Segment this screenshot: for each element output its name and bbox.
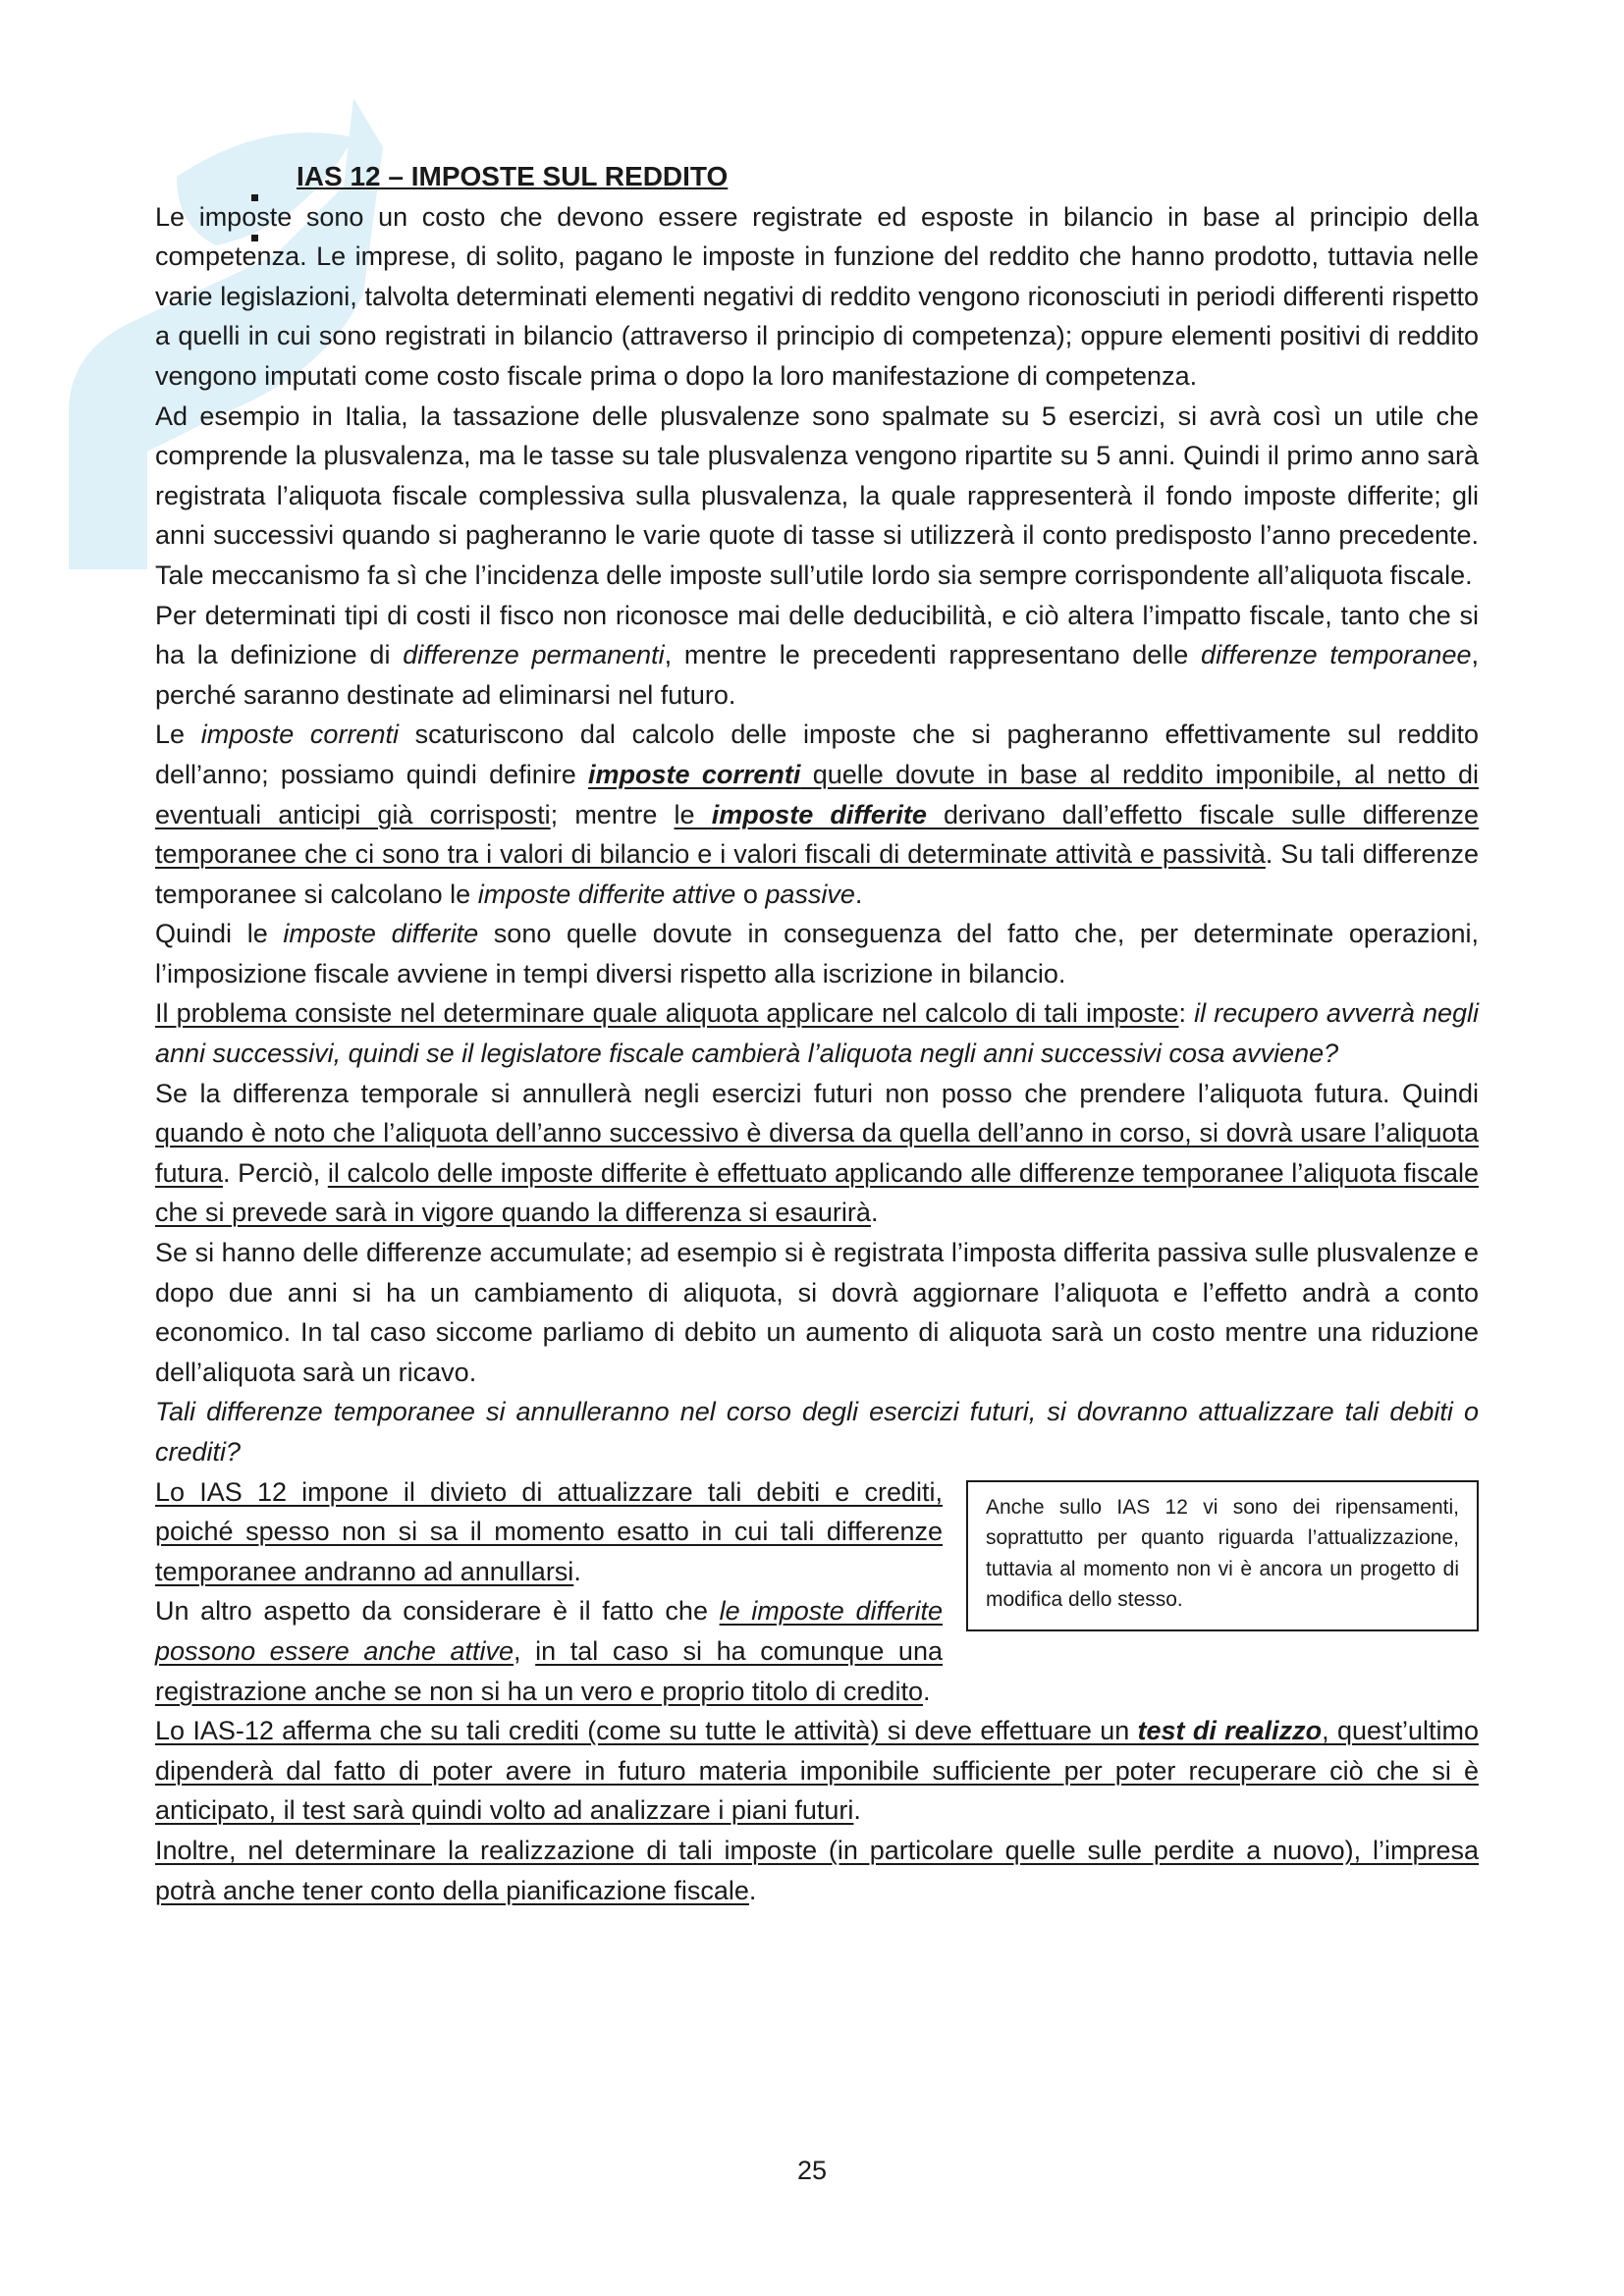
paragraph-current-taxes: Le imposte correnti scaturiscono dal calcolo delle imposte che si pagheranno effettivamente sul reddito dell’anno; possiamo quindi definire imposte correnti quelle dovute in base al reddito imponibile, al netto di eventuali anticipi già corrisposti; mentre le imposte differite derivano dall’effetto fiscale sulle differenze temporanee che ci sono tra i valori di bilancio e i valori fiscali di determinate attività e passività. Su tali differenze temporanee si calcolano le imposte differite attive o passive. — [155, 720, 1480, 909]
paragraph-example: Ad esempio in Italia, la tassazione delle plusvalenze sono spalmate su 5 esercizi, si avrà così un utile che comprende la plusvalenza, ma le tasse su tale plusvalenza vengono ripartite su 5 anni. Quindi il primo anno sarà registrata l’aliquota fiscale complessiva sulla plusvalenza, la quale rappresenterà il fondo imposte differite; gli anni successivi quando si pagheranno le varie quote di tasse si utilizzerà il conto predisposto l’anno precedente. Tale meccanismo fa sì che l’incidenza delle imposte sull’utile lordo sia sempre corrispondente all’aliquota fiscale. — [155, 400, 1479, 590]
paragraph-question: Tali differenze temporanee si annulleranno nel corso degli esercizi futuri, si dovranno attualizzare tali debiti o crediti? — [155, 1397, 1479, 1467]
page-number: 25 — [796, 2156, 828, 2185]
side-note-box: Anche sullo IAS 12 vi sono dei ripensamenti, soprattutto per quanto riguarda l’attualizzazione, tuttavia al momento non vi è ancora un progetto di modifica dello stesso. — [966, 1480, 1479, 1631]
paragraph-accumulated: Se si hanno delle differenze accumulate; ad esempio si è registrata l’imposta differita passiva sulle plusvalenze e dopo due anni si ha un cambiamento di aliquota, si dovrà aggiornare l’aliquota e l’effetto andrà a conto economico. In tal caso siccome parliamo di debito un aumento di aliquota sarà un costo mentre una riduzione dell’aliquota sarà un ricavo. — [155, 1238, 1479, 1387]
paragraph-differences: Per determinati tipi di costi il fisco non riconosce mai delle deducibilità, e ciò altera l’impatto fiscale, tanto che si ha la definizione di differenze permanenti, mentre le precedenti rappresentano delle differenze temporanee, perché saranno destinate ad eliminarsi nel futuro. — [155, 600, 1479, 710]
paragraph-deferred-taxes: Quindi le imposte differite sono quelle dovute in conseguenza del fatto che, per determinate operazioni, l’imposizione fiscale avviene in tempi diversi rispetto alla iscrizione in bilancio. — [155, 919, 1479, 988]
section-heading: IAS 12 – IMPOSTE SUL REDDITO — [155, 157, 1479, 197]
wrapped-section — [155, 1472, 1479, 1612]
paragraph-problem: Il problema consiste nel determinare quale aliquota applicare nel calcolo di tali imposte: il recupero avverrà negli anni successivi, quindi se il legislatore fiscale cambierà l’aliquota negli anni successivi cosa avviene? — [155, 998, 1479, 1069]
bullet-icon — [251, 173, 271, 181]
paragraph-no-discounting: Lo IAS 12 impone il divieto di attualizzare tali debiti e crediti, poiché spesso non si sa il momento esatto in cui tali differenze temporanee andranno ad annullarsi. — [155, 1476, 943, 1586]
paragraph-realization-test: Lo IAS-12 afferma che su tali crediti (come su tutte le attività) si deve effettuare un test di realizzo, quest’ultimo dipenderà dal fatto di poter avere in futuro materia imponibile sufficiente per poter recuperare ciò che si è anticipato, il test sarà quindi volto ad analizzare i piani futuri. — [155, 1716, 1480, 1826]
paragraph-tax-planning: Inoltre, nel determinare la realizzazione di tali imposte (in particolare quelle sulle perdite a nuovo), l’impresa potrà anche tener conto della pianificazione fiscale. — [155, 1835, 1479, 1905]
paragraph-future-rate: Se la differenza temporale si annullerà negli esercizi futuri non posso che prendere l’aliquota futura. Quindi quando è noto che l’aliquota dell’anno successivo è diversa da quella dell’anno in corso, si dovrà usare l’aliquota futura. Perciò, il calcolo delle imposte differite è effettuato applicando alle differenze temporanee l’aliquota fiscale che si prevede sarà in vigore quando la differenza si esaurirà. — [155, 1078, 1479, 1228]
paragraph-active-deferred: Un altro aspetto da considerare è il fatto che le imposte differite possono essere anche attive, in tal caso si ha comunque una registrazione anche se non si ha un vero e proprio titolo di credito. — [155, 1596, 943, 1706]
page-content — [155, 157, 1479, 1910]
paragraph-intro: Le imposte sono un costo che devono essere registrate ed esposte in bilancio in base al principio della competenza. Le imprese, di solito, pagano le imposte in funzione del reddito che hanno prodotto, tuttavia nelle varie legislazioni, talvolta determinati elementi negativi di reddito vengono riconosciuti in periodi differenti rispetto a quelli in cui sono registrati in bilancio (attraverso il principio di competenza); oppure elementi positivi di reddito vengono imputati come costo fiscale prima o dopo la loro manifestazione di competenza. — [155, 201, 1479, 391]
